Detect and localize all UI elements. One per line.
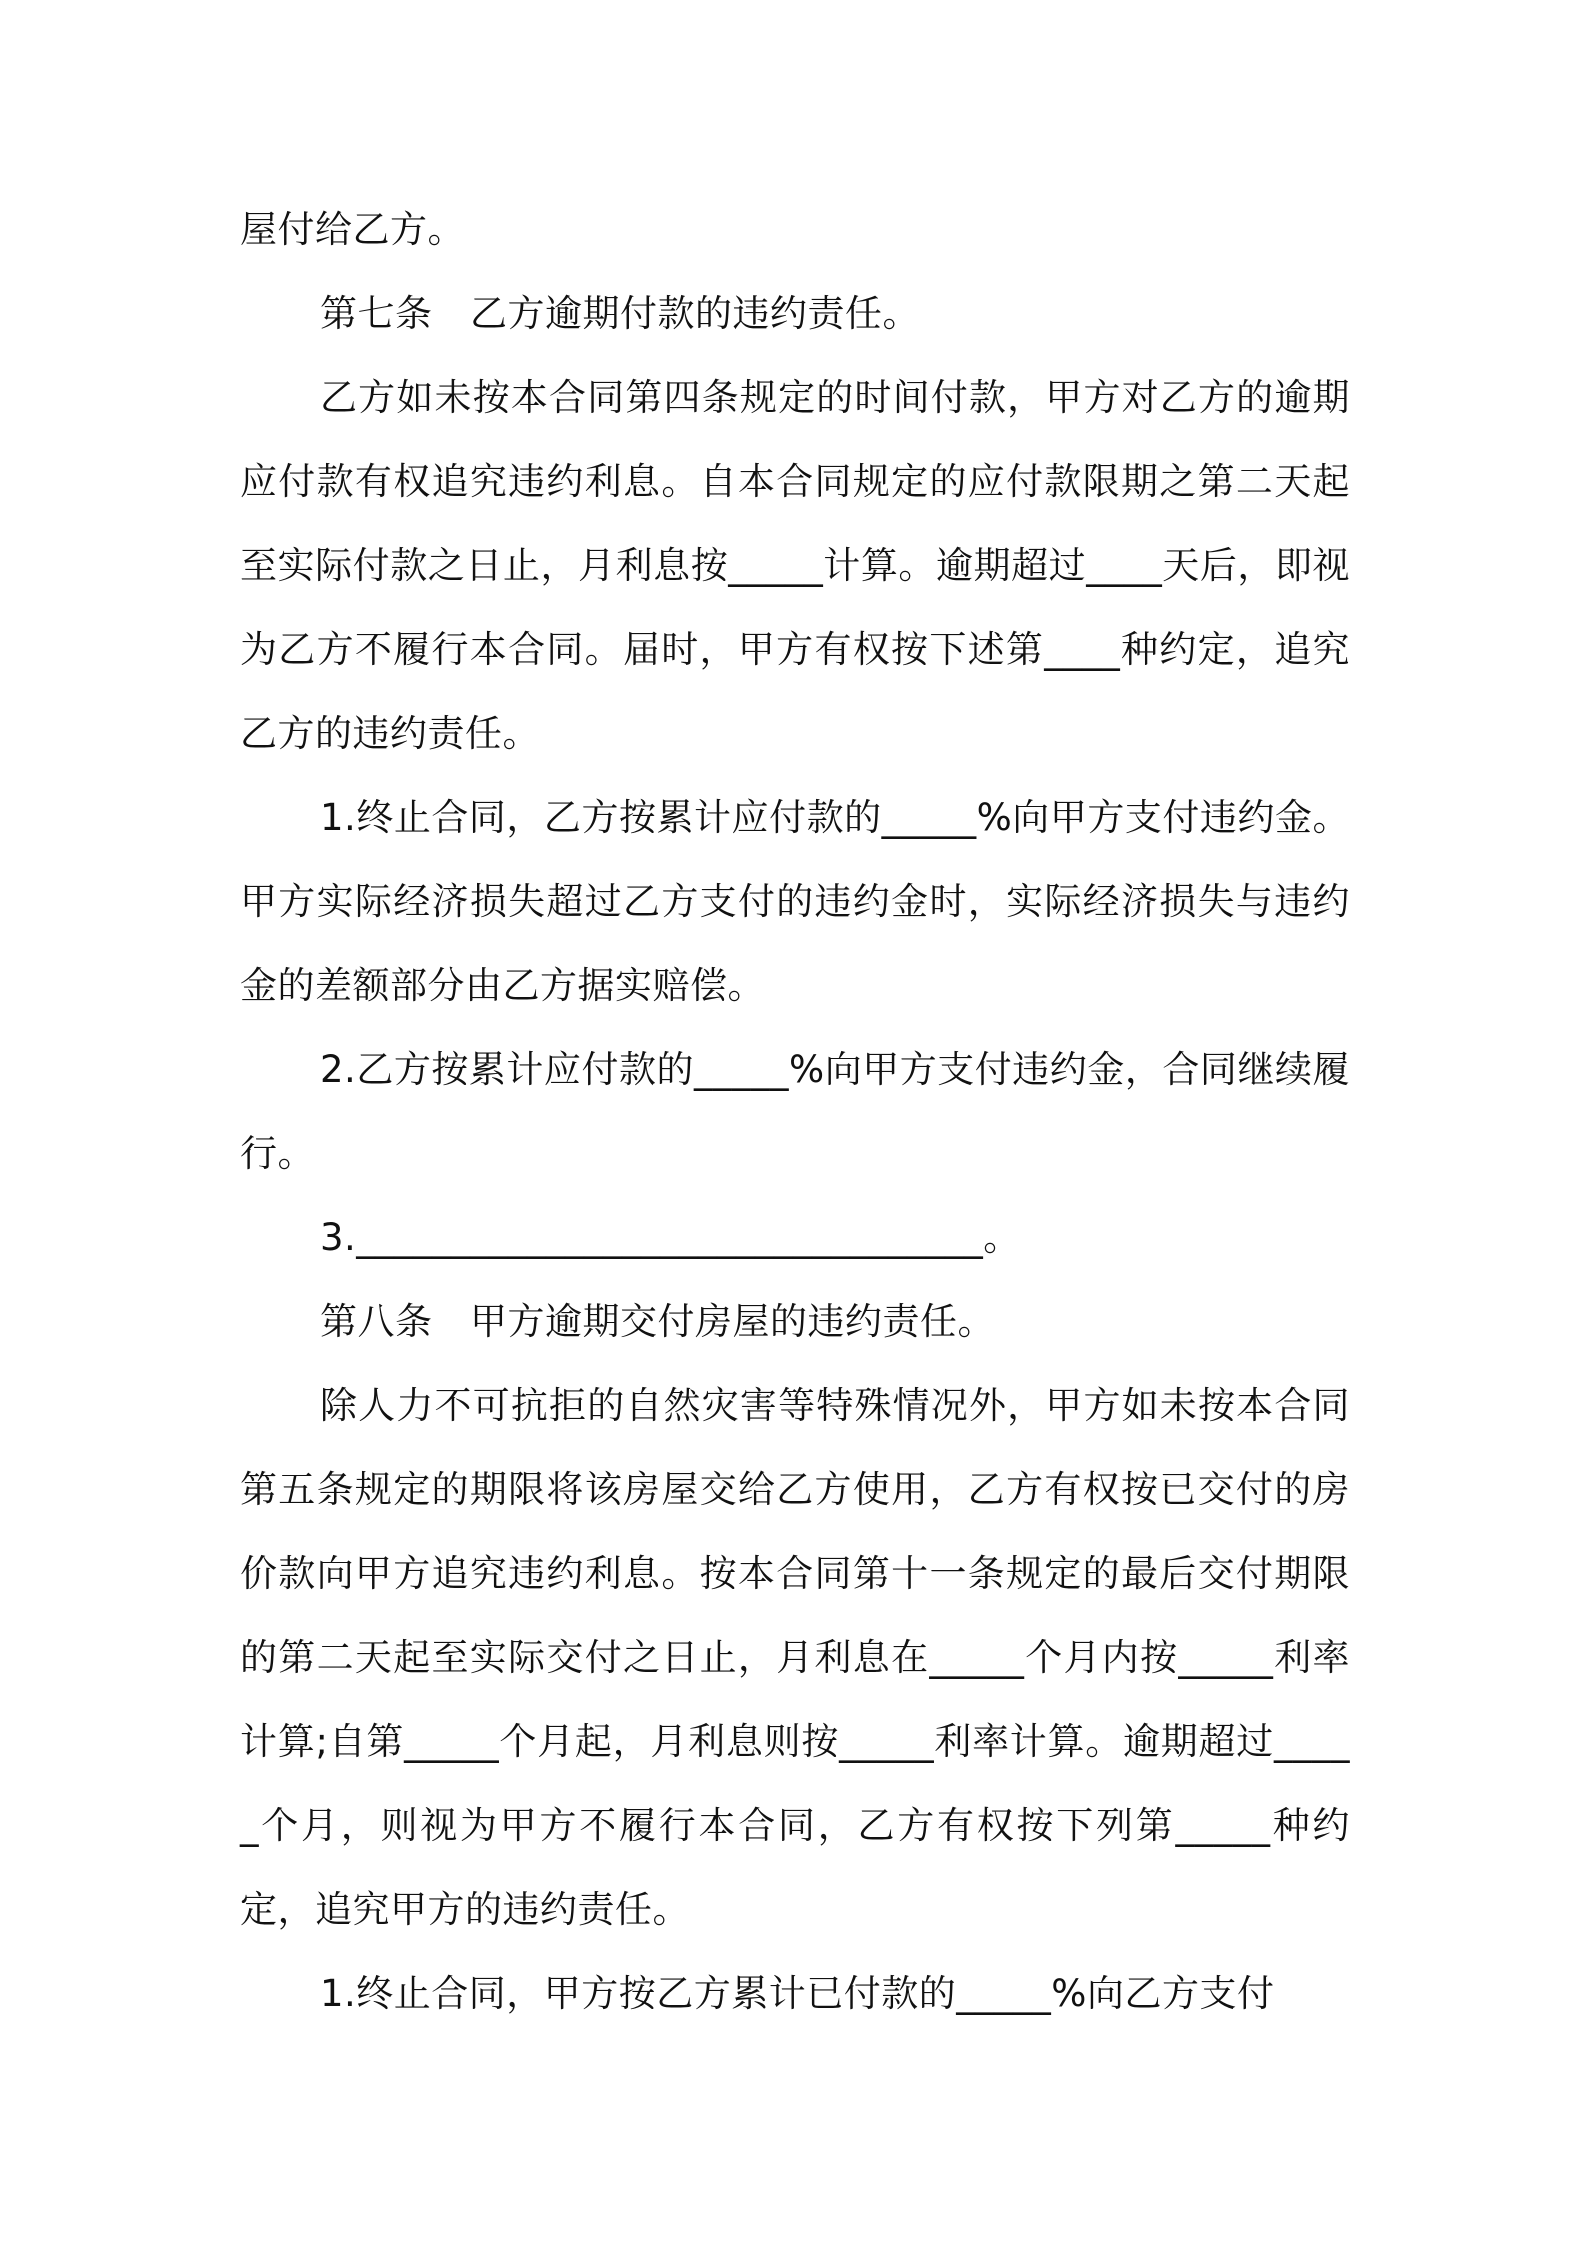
document-body: [240, 188, 1350, 2036]
article-8-option-1: 1.终止合同，甲方按乙方累计已付款的_____%向乙方支付: [320, 1972, 1275, 2015]
article-7-body: 乙方如未按本合同第四条规定的时间付款，甲方对乙方的逾期应付款有权追究违约利息。自本合同规定的应付款限期之第二天起至实际付款之日止，月利息按_____计算。逾期超过____天后，即视为乙方不履行本合同。届时，甲方有权按下述第____种约定，追究乙方的违约责任。: [240, 376, 1350, 755]
article-8-body: 除人力不可抗拒的自然灾害等特殊情况外，甲方如未按本合同第五条规定的期限将该房屋交给乙方使用，乙方有权按已交付的房价款向甲方追究违约利息。按本合同第十一条规定的最后交付期限的第二天起至实际交付之日止，月利息在_____个月内按_____利率计算;自第_____个月起，月利息则按_____利率计算。逾期超过_____个月，则视为甲方不履行本合同，乙方有权按下列第_____种约定，追究甲方的违约责任。: [240, 1384, 1350, 1931]
article-7-option-3: 3._________________________________。: [320, 1216, 1021, 1259]
article-8-heading: 第八条 甲方逾期交付房屋的违约责任。: [320, 1300, 995, 1343]
article-7-option-2: 2.乙方按累计应付款的_____%向甲方支付违约金，合同继续履行。: [240, 1048, 1350, 1175]
article-7-heading: 第七条 乙方逾期付款的违约责任。: [320, 292, 920, 335]
paragraph-continuation: 屋付给乙方。: [240, 208, 465, 251]
article-7-option-1: 1.终止合同，乙方按累计应付款的_____%向甲方支付违约金。甲方实际经济损失超过乙方支付的违约金时，实际经济损失与违约金的差额部分由乙方据实赔偿。: [240, 796, 1350, 1007]
